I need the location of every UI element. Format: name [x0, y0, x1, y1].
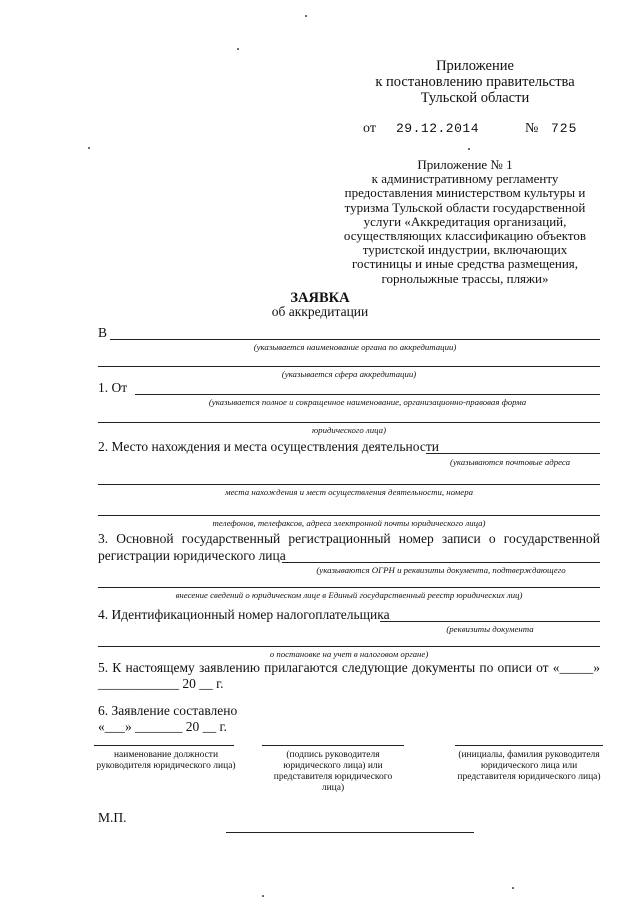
stamp-place-label: М.П.: [98, 810, 127, 825]
hint-s4b: о постановке на учет в налоговом органе): [269, 649, 429, 659]
hint-sphere: (указывается сфера аккредитации): [281, 369, 417, 379]
position-field[interactable]: [94, 745, 234, 746]
appendix-line: осуществляющих классификацию объектов: [343, 228, 587, 244]
form-title: ЗАЯВКА: [290, 290, 350, 306]
appendix-line: предоставления министерством культуры и: [344, 185, 586, 201]
section-3-line-2: регистрации юридического лица: [98, 548, 286, 563]
hint-s4a: (реквизиты документа: [446, 624, 534, 634]
hint-s1b: юридического лица): [311, 425, 386, 435]
order-date: 29.12.2014: [396, 121, 480, 136]
scan-speck: [512, 887, 514, 889]
address-field[interactable]: [426, 453, 600, 454]
section-1-label: 1. От: [98, 380, 128, 395]
inn-field-2[interactable]: [98, 646, 600, 647]
applicant-name-field-2[interactable]: [98, 422, 600, 423]
hint-s2b: места нахождения и мест осуществления деятельности, номера: [224, 487, 473, 497]
section-6-line-1: 6. Заявление составлено: [98, 703, 238, 718]
applicant-name-field[interactable]: [135, 394, 600, 395]
ogrn-field-2[interactable]: [98, 587, 600, 588]
hint-s3b: внесение сведений о юридическом лице в Единый государственный реестр юридических лиц): [175, 590, 523, 600]
appendix-line: к административному регламенту: [371, 171, 559, 187]
hint-s2c: телефонов, телефаксов, адреса электронной почты юридического лица): [212, 518, 486, 528]
scan-speck: [468, 148, 470, 150]
appendix-line: услуги «Аккредитация организаций,: [363, 213, 567, 229]
section-5-line-1: 5. К настоящему заявлению прилагаются следующие документы по описи от «_____»: [98, 660, 600, 675]
address-field-2[interactable]: [98, 484, 600, 485]
appendix-line: туристской индустрии, включающих: [362, 242, 568, 258]
scan-speck: [305, 15, 307, 17]
section-3-line-1: 3. Основной государственный регистрационный номер записи о государственной: [98, 531, 600, 546]
appendix-line: туризма Тульской области государственной: [344, 199, 586, 215]
address-field-3[interactable]: [98, 515, 600, 516]
header-line-1: Приложение: [436, 58, 514, 74]
order-number-label: №: [525, 121, 539, 136]
stamp-line[interactable]: [226, 832, 474, 833]
order-ot-label: от: [363, 121, 376, 136]
order-line: [363, 121, 578, 137]
caption-signature: (подпись руководителя юридического лица) или представителя юридического лица): [273, 750, 393, 793]
to-label: В: [98, 325, 108, 340]
scan-speck: [237, 48, 239, 50]
hint-authority: (указывается наименование органа по аккредитации): [253, 342, 457, 352]
section-2-label: 2. Место нахождения и места осуществления деятельности: [98, 439, 439, 454]
scan-speck: [88, 147, 90, 149]
form-subtitle: об аккредитации: [271, 304, 369, 319]
sphere-field[interactable]: [98, 366, 600, 367]
hint-s2a: (указываются почтовые адреса: [450, 457, 570, 467]
caption-initials: (инициалы, фамилия руководителя юридического лица или представителя юридического лица): [457, 750, 601, 782]
header-line-2: к постановлению правительства: [375, 74, 575, 90]
inn-field[interactable]: [380, 621, 600, 622]
appendix-block: [330, 158, 600, 286]
ogrn-field[interactable]: [282, 562, 600, 563]
hint-s3a: (указываются ОГРН и реквизиты документа, подтверждающего: [316, 565, 566, 575]
section-4-label: 4. Идентификационный номер налогоплательщика: [98, 607, 390, 622]
caption-position: наименование должности руководителя юридического лица): [96, 750, 236, 771]
hint-s1a: (указывается полное и сокращенное наименование, организационно-правовая форма: [208, 397, 527, 407]
appendix-line: Приложение № 1: [417, 157, 513, 172]
signature-field[interactable]: [262, 745, 404, 746]
header-block: [360, 58, 590, 106]
appendix-line: горнолыжные трассы, пляжи»: [381, 270, 549, 286]
scan-speck: [262, 895, 264, 897]
authority-field[interactable]: [110, 339, 600, 340]
section-5-line-2: ____________ 20 __ г.: [98, 676, 224, 691]
initials-field[interactable]: [455, 745, 603, 746]
order-number: 725: [551, 121, 578, 136]
appendix-line: гостиницы и иные средства размещения,: [351, 256, 579, 272]
section-6-line-2: «___» _______ 20 __ г.: [98, 719, 227, 734]
header-line-3: Тульской области: [420, 90, 530, 106]
